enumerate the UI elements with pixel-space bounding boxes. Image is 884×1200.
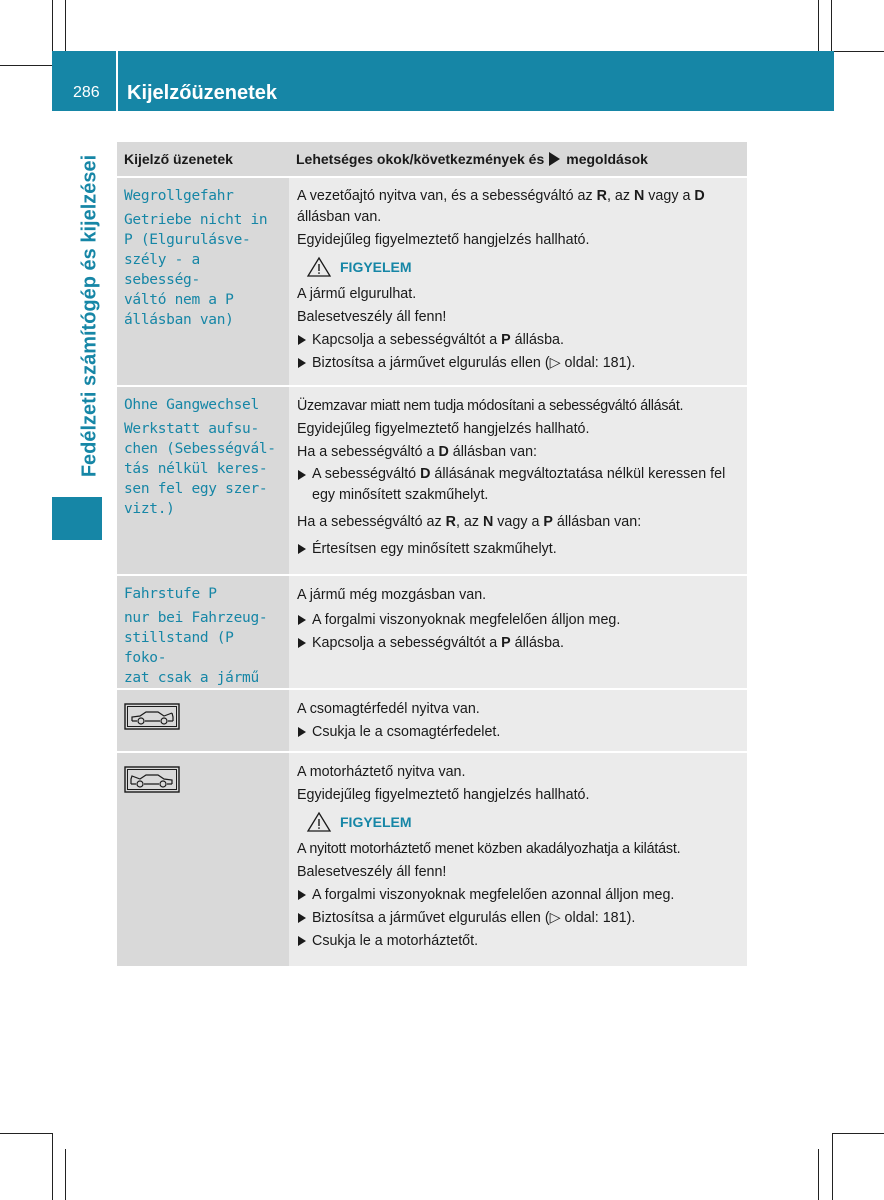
gear-label: R — [596, 188, 607, 204]
text: A vezetőajtó nyitva van, és a sebességváltó az — [297, 188, 597, 204]
trunk-open-icon — [124, 703, 180, 730]
text: Ha a sebességváltó az — [297, 514, 446, 530]
section-side-tab — [52, 497, 102, 540]
warning-heading — [297, 256, 739, 278]
crop-mark — [65, 0, 66, 51]
text: Kapcsolja a sebességváltót a — [312, 332, 502, 348]
gear-label: N — [482, 514, 494, 530]
column-header-solutions — [289, 151, 747, 167]
page-number: 286 — [73, 84, 100, 101]
display-messages-table — [117, 142, 747, 966]
warning-text: Balesetveszély áll fenn! — [297, 864, 447, 880]
crop-mark — [832, 1133, 833, 1200]
crop-mark — [52, 0, 53, 51]
message-line: Getriebe nicht in — [124, 212, 268, 228]
table-header — [117, 142, 747, 176]
action-text: Csukja le a csomagtérfedelet. — [312, 724, 501, 740]
cause-text: Üzemzavar miatt nem tudja módosítani a sebességváltó állását. — [297, 398, 684, 414]
crop-mark — [832, 1133, 884, 1134]
bullet-arrow-icon — [298, 638, 306, 648]
message-line: állásban van) — [124, 312, 234, 328]
table-row — [117, 574, 747, 688]
bullet-arrow-icon — [298, 913, 306, 923]
display-message — [117, 387, 289, 574]
table-row — [117, 176, 747, 385]
message-line: Werkstatt aufsu- — [124, 421, 259, 437]
condition-text — [297, 511, 739, 533]
message-line: Fahrstufe P — [124, 586, 217, 602]
message-line: Wegrollgefahr — [124, 188, 234, 204]
display-message — [117, 690, 289, 751]
arrow-right-icon — [549, 152, 560, 166]
message-solution — [289, 576, 747, 688]
table-row — [117, 385, 747, 574]
crop-mark — [818, 1149, 819, 1200]
crop-mark — [65, 1149, 66, 1200]
action-text: Biztosítsa a járművet elgurulás ellen (▷ oldal: 181). — [312, 355, 636, 371]
cause-text: Egyidejűleg figyelmeztető hangjelzés hallható. — [297, 421, 590, 437]
message-line: tás nélkül keres- — [124, 461, 268, 477]
message-solution — [289, 387, 747, 574]
text: vagy a — [493, 514, 544, 530]
text: , az — [606, 188, 634, 204]
cause-text: A jármű még mozgásban van. — [297, 587, 487, 603]
warning-triangle-icon — [306, 811, 332, 833]
action-step — [297, 609, 739, 631]
text: Kapcsolja a sebességváltót a — [312, 635, 502, 651]
column-header-messages: Kijelző üzenetek — [124, 151, 233, 167]
action-text: Csukja le a motorháztetőt. — [312, 933, 479, 949]
bullet-arrow-icon — [298, 727, 306, 737]
message-line: váltó nem a P — [124, 292, 234, 308]
message-line: chen (Sebességvál- — [124, 441, 276, 457]
message-line: vizt.) — [124, 501, 175, 517]
cause-text: A motorháztető nyitva van. — [297, 764, 466, 780]
action-step — [297, 352, 739, 374]
warning-label: FIGYELEM — [340, 814, 412, 830]
message-line: nur bei Fahrzeug- — [124, 610, 268, 626]
text: Ha a sebességváltó a — [297, 444, 439, 460]
crop-mark — [0, 1133, 52, 1134]
message-line: Ohne Gangwechsel — [124, 397, 259, 413]
text: állásba. — [510, 332, 564, 348]
warning-text: A jármű elgurulhat. — [297, 286, 417, 302]
header-divider — [116, 51, 118, 111]
gear-label: D — [694, 188, 705, 204]
text: állásban van. — [297, 209, 382, 225]
message-line: sen fel egy szer- — [124, 481, 268, 497]
crop-mark — [831, 0, 832, 51]
gear-label: N — [633, 188, 645, 204]
gear-label: D — [420, 466, 431, 482]
gear-label: P — [501, 635, 511, 651]
condition-text — [297, 441, 739, 463]
hood-open-icon — [124, 766, 180, 793]
warning-text: Balesetveszély áll fenn! — [297, 309, 447, 325]
action-step — [297, 538, 739, 560]
page-title: Kijelzőüzenetek — [127, 82, 278, 104]
action-text: A forgalmi viszonyoknak megfelelően álljon meg. — [312, 612, 621, 628]
message-line: stillstand (P foko- — [124, 630, 234, 666]
cause-text: A csomagtérfedél nyitva van. — [297, 701, 480, 717]
bullet-arrow-icon — [298, 470, 306, 480]
crop-mark — [834, 51, 884, 52]
gear-label: P — [501, 332, 511, 348]
text: , az — [455, 514, 483, 530]
action-text: A forgalmi viszonyoknak megfelelően azonnal álljon meg. — [312, 887, 675, 903]
warning-triangle-icon — [306, 256, 332, 278]
section-side-label: Fedélzeti számítógép és kijelzései — [78, 154, 101, 478]
cause-text: Egyidejűleg figyelmeztető hangjelzés hallható. — [297, 787, 590, 803]
display-message — [117, 753, 289, 966]
action-text — [312, 632, 564, 654]
column-header-solutions-text-b: megoldások — [566, 151, 648, 167]
text: A sebességváltó — [312, 466, 421, 482]
gear-label: D — [438, 444, 449, 460]
action-text: Biztosítsa a járművet elgurulás ellen (▷ oldal: 181). — [312, 910, 636, 926]
cause-text: Egyidejűleg figyelmeztető hangjelzés hallható. — [297, 232, 590, 248]
action-step — [297, 907, 739, 929]
text: állásának megváltoztatása nélkül keressen fel egy minősített szakműhelyt. — [312, 466, 726, 503]
gear-label: R — [445, 514, 456, 530]
message-solution — [289, 690, 747, 751]
warning-heading — [297, 811, 739, 833]
message-line: zat csak a jármű — [124, 670, 259, 686]
display-message — [117, 178, 289, 385]
bullet-arrow-icon — [298, 615, 306, 625]
crop-mark — [52, 1133, 53, 1200]
action-step — [297, 632, 739, 654]
bullet-arrow-icon — [298, 335, 306, 345]
cause-text — [297, 186, 739, 228]
text: állásban van: — [448, 444, 538, 460]
warning-text: A nyitott motorháztető menet közben akadályozhatja a kilátást. — [297, 841, 681, 857]
action-text: Értesítsen egy minősített szakműhelyt. — [312, 541, 557, 557]
bullet-arrow-icon — [298, 936, 306, 946]
message-line: P (Elgurulásve- — [124, 232, 251, 248]
display-message — [117, 576, 289, 688]
message-line: szély - a sebesség- — [124, 252, 200, 288]
action-text — [312, 329, 564, 351]
action-step — [297, 884, 739, 906]
crop-mark — [818, 0, 819, 51]
table-row — [117, 688, 747, 751]
bullet-arrow-icon — [298, 890, 306, 900]
action-step — [297, 329, 739, 351]
warning-label: FIGYELEM — [340, 259, 412, 275]
message-solution — [289, 753, 747, 966]
bullet-arrow-icon — [298, 544, 306, 554]
text: állásban van: — [552, 514, 642, 530]
text: vagy a — [644, 188, 695, 204]
action-step — [297, 721, 739, 743]
column-header-solutions-text: Lehetséges okok/következmények és — [296, 151, 545, 167]
crop-mark — [0, 65, 52, 66]
gear-label: P — [543, 514, 553, 530]
action-step — [297, 930, 739, 952]
bullet-arrow-icon — [298, 358, 306, 368]
action-text — [312, 464, 739, 506]
table-row — [117, 751, 747, 966]
message-solution — [289, 178, 747, 385]
text: állásba. — [510, 635, 564, 651]
action-step — [297, 464, 739, 506]
